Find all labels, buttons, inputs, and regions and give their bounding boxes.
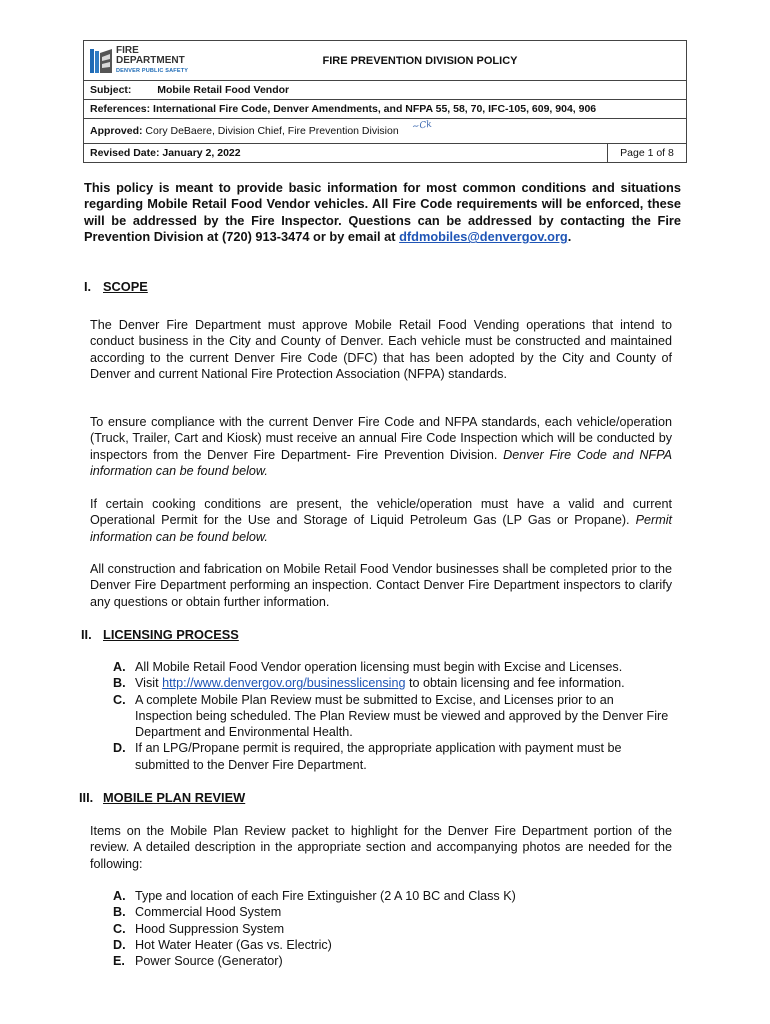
section-licensing-heading: [81, 627, 239, 642]
business-licensing-link[interactable]: http://www.denvergov.org/businesslicensing: [162, 676, 406, 691]
department-logo: [90, 46, 188, 76]
section-number: I.: [84, 279, 92, 294]
page-number: Page 1 of 8: [608, 144, 687, 163]
plan-review-paragraph: Items on the Mobile Plan Review packet to highlight for the Denver Fire Department portion of the review. A detailed description in the appropriate section and accompanying photos are needed for the following:: [90, 824, 672, 871]
list-item-text: All Mobile Retail Food Vendor operation licensing must begin with Excise and Licenses.: [135, 660, 623, 674]
list-marker: B.: [113, 676, 126, 691]
licensing-list: [113, 659, 673, 773]
subject-cell: [84, 81, 687, 100]
intro-period: .: [567, 229, 572, 245]
list-item-text: If an LPG/Propane permit is required, the appropriate application with payment must be submitted to the Denver Fire Department.: [135, 741, 622, 772]
list-item: [113, 675, 673, 691]
scope-p3-text: If certain cooking conditions are present, the vehicle/operation must have a valid and current Operational Permit for the Use and Storage of Liquid Petroleum Gas (LP Gas or Propane).: [90, 497, 672, 528]
section-title: SCOPE: [103, 279, 148, 294]
scope-p2-text: To ensure compliance with the current Denver Fire Code and NFPA standards, each vehicle/operation (Truck, Trailer, Cart and Kiosk) must receive an annual Fire Code Inspection which will be conducted by inspectors from the Denver Fire Department- Fire Prevention Division.: [90, 415, 672, 462]
list-marker: C.: [113, 692, 126, 707]
section-plan-review-heading: [79, 790, 245, 805]
scope-p2-note: Denver Fire Code and NFPA information can be found below.: [90, 447, 672, 479]
section-scope-heading: [84, 279, 148, 294]
list-marker: D.: [113, 741, 126, 756]
list-item-text: Hot Water Heater (Gas vs. Electric): [135, 937, 332, 952]
list-item-text: Hood Suppression System: [135, 921, 285, 936]
references-cell: References: International Fire Code, Denver Amendments, and NFPA 55, 58, 70, IFC-105, 609, 904, 906: [84, 100, 687, 119]
list-item: [113, 921, 673, 937]
scope-paragraph-1: The Denver Fire Department must approve Mobile Retail Food Vending operations that intend to conduct business in the City and County of Denver. Each vehicle must be constructed and maintained according to the current Denver Fire Code (DFC) that has been adopted by the City and County of Denver and current National Fire Protection Association (NFPA) standards.: [90, 318, 672, 382]
list-item: [113, 953, 673, 969]
list-item: [113, 659, 673, 675]
policy-header-table: [83, 40, 687, 163]
approved-value: Cory DeBaere, Division Chief, Fire Prevention Division: [145, 125, 399, 137]
list-marker: B.: [113, 905, 126, 920]
logo-line-department: DEPARTMENT: [116, 55, 185, 66]
signature-image: ~Ck: [411, 119, 433, 133]
list-item-text: Type and location of each Fire Extinguisher (2 A 10 BC and Class K): [135, 889, 516, 903]
list-item-text: Power Source (Generator): [135, 954, 283, 969]
list-item: [113, 937, 673, 953]
section-title: MOBILE PLAN REVIEW: [103, 790, 246, 805]
email-link[interactable]: dfdmobiles@denvergov.org: [399, 229, 568, 245]
list-item: [113, 888, 673, 904]
intro-paragraph: [84, 180, 681, 246]
list-item: [113, 904, 673, 920]
approved-label: Approved:: [90, 125, 143, 137]
header-title-cell: [84, 41, 687, 81]
list-item-text: A complete Mobile Plan Review must be submitted to Excise, and Licenses prior to an Inspection being scheduled. The Plan Review must be viewed and approved by the Denver Fire Department and Environmental Health.: [135, 692, 669, 740]
list-item-text: Commercial Hood System: [135, 905, 282, 920]
list-item: [113, 740, 673, 773]
list-marker: A.: [113, 889, 126, 903]
list-item: [113, 692, 673, 741]
policy-title: FIRE PREVENTION DIVISION POLICY: [322, 54, 518, 67]
scope-paragraph-3: [90, 496, 672, 545]
approved-cell: [84, 119, 687, 144]
section-number: III.: [79, 790, 94, 805]
logo-line-public-safety: DENVER PUBLIC SAFETY: [116, 68, 189, 74]
list-item-text: Visit: [135, 676, 163, 691]
section-number: II.: [81, 627, 92, 642]
list-marker: D.: [113, 937, 126, 952]
plan-review-list: [113, 888, 673, 969]
list-marker: C.: [113, 921, 126, 936]
intro-text: This policy is meant to provide basic information for most common conditions and situations regarding Mobile Retail Food Vendor vehicles. All Fire Code requirements will be enforced, these will be addressed by the Fire Inspector. Questions can be addressed by contacting the Fire Prevention Division at (720) 913-3474 or by email at: [84, 180, 681, 245]
logo-line-fire: FIRE: [116, 45, 139, 56]
list-item-text: to obtain licensing and fee information.: [405, 676, 625, 691]
section-title: LICENSING PROCESS: [103, 627, 239, 642]
list-marker: E.: [113, 954, 125, 969]
scope-paragraph-4: All construction and fabrication on Mobile Retail Food Vendor businesses shall be completed prior to the Denver Fire Department performing an inspection. Contact Denver Fire Department inspectors to clarify any questions or obtain further information.: [90, 562, 672, 609]
list-marker: A.: [113, 660, 126, 674]
revised-date: Revised Date: January 2, 2022: [84, 144, 608, 163]
denver-fire-logo-icon: [90, 47, 112, 75]
scope-p3-note: Permit information can be found below.: [90, 513, 672, 544]
subject-value: Mobile Retail Food Vendor: [157, 84, 290, 96]
scope-paragraph-2: [90, 414, 672, 480]
subject-label: Subject:: [90, 84, 132, 96]
